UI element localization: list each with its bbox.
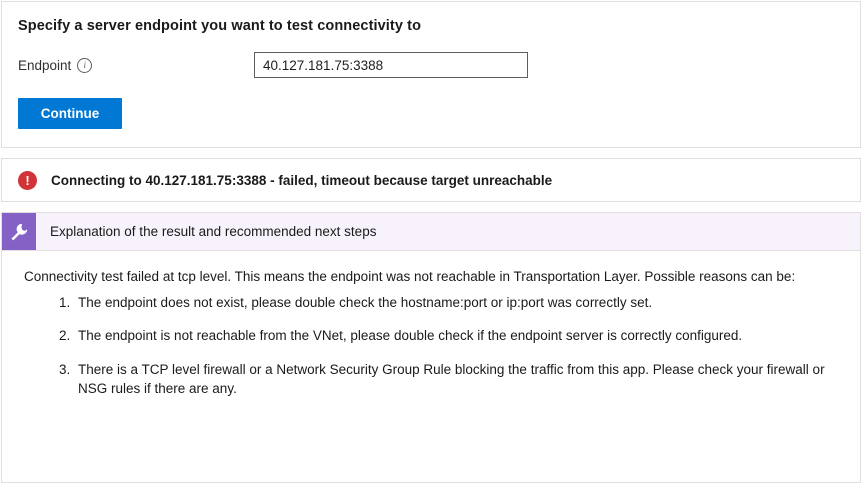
endpoint-field-row <box>18 52 844 78</box>
endpoint-label <box>18 58 254 73</box>
info-icon[interactable]: i <box>77 58 92 73</box>
endpoint-input[interactable] <box>254 52 528 78</box>
explanation-header <box>2 213 860 251</box>
continue-button[interactable]: Continue <box>18 98 122 129</box>
test-result-text: Connecting to 40.127.181.75:3388 - failed, timeout because target unreachable <box>51 172 553 188</box>
reason-list <box>24 293 842 399</box>
explanation-body <box>2 251 860 409</box>
list-item: 2. The endpoint is not reachable from the VNet, please double check if the endpoint server is correctly configured. <box>74 326 842 346</box>
test-result-panel <box>1 158 861 202</box>
endpoint-form-panel <box>1 1 861 148</box>
endpoint-label-text: Endpoint <box>18 57 72 73</box>
wrench-icon <box>2 213 36 250</box>
list-item: 3. There is a TCP level firewall or a Network Security Group Rule blocking the traffic from this app. Please check your firewall or NSG rules if there are any. <box>74 360 842 399</box>
explanation-panel <box>1 212 861 483</box>
page-title: Specify a server endpoint you want to test connectivity to <box>18 18 422 34</box>
explanation-intro: Connectivity test failed at tcp level. This means the endpoint was not reachable in Transportation Layer. Possible reasons can be: <box>24 269 796 284</box>
error-circle-icon: ! <box>18 171 37 190</box>
explanation-title: Explanation of the result and recommended next steps <box>50 224 377 239</box>
list-item: 1. The endpoint does not exist, please double check the hostname:port or ip:port was correctly set. <box>74 293 842 313</box>
